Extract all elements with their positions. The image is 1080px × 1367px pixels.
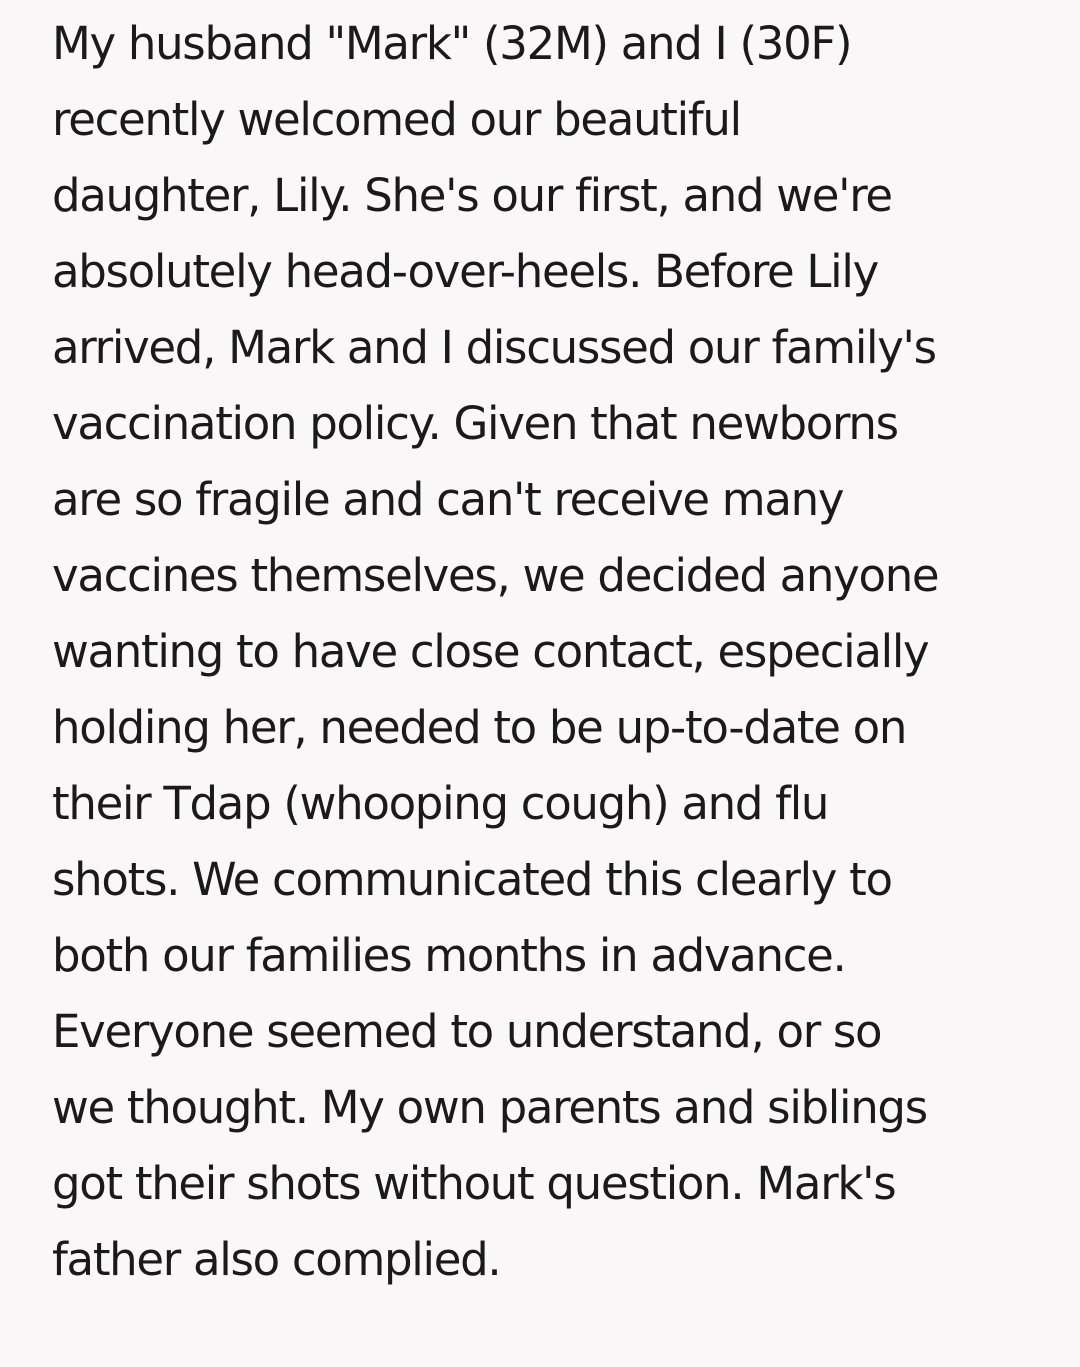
post-text-line: shots. We communicated this clearly to	[52, 853, 892, 906]
post-text-line: My husband "Mark" (32M) and I (30F)	[52, 17, 852, 70]
post-text-line: holding her, needed to be up-to-date on	[52, 701, 907, 754]
post-text-line: got their shots without question. Mark's	[52, 1157, 896, 1210]
post-text-line: recently welcomed our beautiful	[52, 93, 741, 146]
post-text-line: absolutely head-over-heels. Before Lily	[52, 245, 878, 298]
post-text-line: vaccination policy. Given that newborns	[52, 397, 898, 450]
post-text-line: we thought. My own parents and siblings	[52, 1081, 927, 1134]
post-text-line: are so fragile and can't receive many	[52, 473, 844, 526]
post-text-line: arrived, Mark and I discussed our family's	[52, 321, 936, 374]
post-text-line: Everyone seemed to understand, or so	[52, 1005, 882, 1058]
post-body-text	[52, 6, 1052, 1298]
post-text-line: vaccines themselves, we decided anyone	[52, 549, 939, 602]
post-text-line: father also complied.	[52, 1233, 501, 1286]
post-text-line: both our families months in advance.	[52, 929, 846, 982]
post-text-line: wanting to have close contact, especially	[52, 625, 929, 678]
post-text-line: their Tdap (whooping cough) and flu	[52, 777, 829, 830]
post-text-line: daughter, Lily. She's our first, and we're	[52, 169, 892, 222]
